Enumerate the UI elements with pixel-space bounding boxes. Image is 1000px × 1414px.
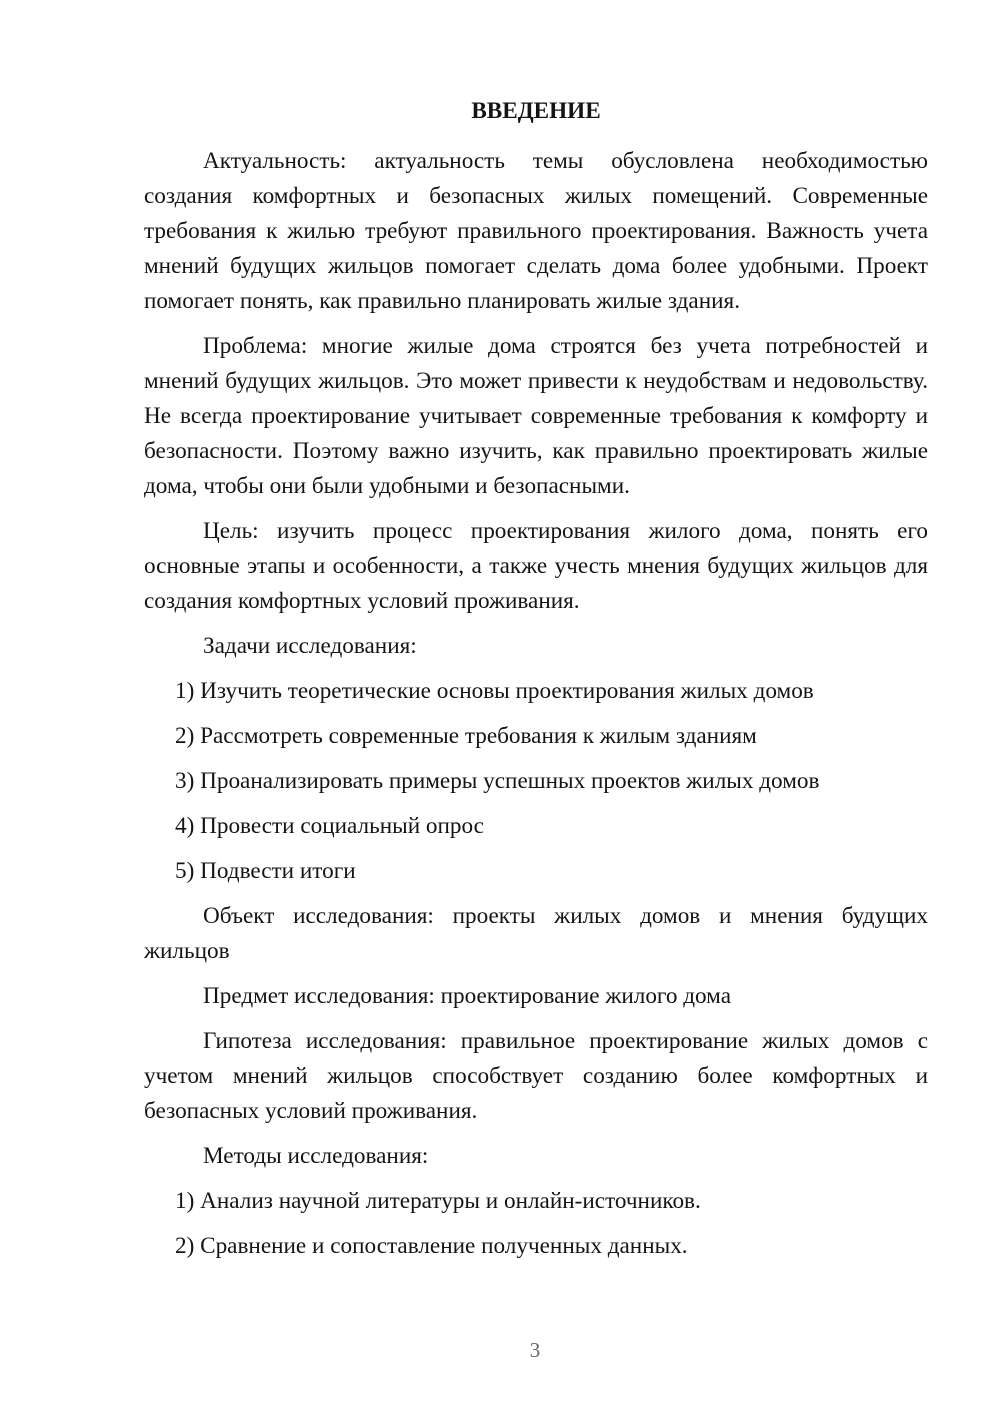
task-item: 5) Подвести итоги — [175, 858, 356, 884]
paragraph-object: Объект исследования: проекты жилых домов и мнения будущих жильцов — [144, 903, 928, 964]
task-item: 1) Изучить теоретические основы проектирования жилых домов — [175, 678, 814, 704]
method-item: 2) Сравнение и сопоставление полученных данных. — [175, 1233, 688, 1259]
paragraph-hypothesis: Гипотеза исследования: правильное проектирование жилых домов с учетом мнений жильцов способствует созданию более комфортных и безопасных условий проживания. — [144, 1028, 928, 1124]
paragraph-goal: Цель: изучить процесс проектирования жилого дома, понять его основные этапы и особенности, а также учесть мнения будущих жильцов для создания комфортных условий проживания. — [144, 518, 928, 614]
page-content — [144, 94, 928, 1274]
paragraph-tasks-intro: Задачи исследования: — [203, 633, 417, 659]
task-item: 3) Проанализировать примеры успешных проектов жилых домов — [175, 768, 820, 794]
method-item: 1) Анализ научной литературы и онлайн-источников. — [175, 1188, 701, 1214]
paragraph-relevance: Актуальность: актуальность темы обусловлена необходимостью создания комфортных и безопасных жилых помещений. Современные требования к жилью требуют правильного проектирования. Важность учета мнений будущих жильцов помогает сделать дома более удобными. Проект помогает понять, как правильно планировать жилые здания. — [144, 148, 928, 314]
paragraph-methods-intro: Методы исследования: — [203, 1143, 429, 1169]
paragraph-problem: Проблема: многие жилые дома строятся без учета потребностей и мнений будущих жильцов. Это может привести к неудобствам и недовольству. Не всегда проектирование учитывает современные требования к комфорту и безопасности. Поэтому важно изучить, как правильно проектировать жилые дома, чтобы они были удобными и безопасными. — [144, 333, 928, 499]
section-heading: ВВЕДЕНИЕ — [471, 98, 601, 124]
paragraph-subject: Предмет исследования: проектирование жилого дома — [203, 983, 731, 1009]
task-item: 2) Рассмотреть современные требования к жилым зданиям — [175, 723, 757, 749]
page-number: 3 — [529, 1338, 541, 1362]
task-item: 4) Провести социальный опрос — [175, 813, 484, 839]
